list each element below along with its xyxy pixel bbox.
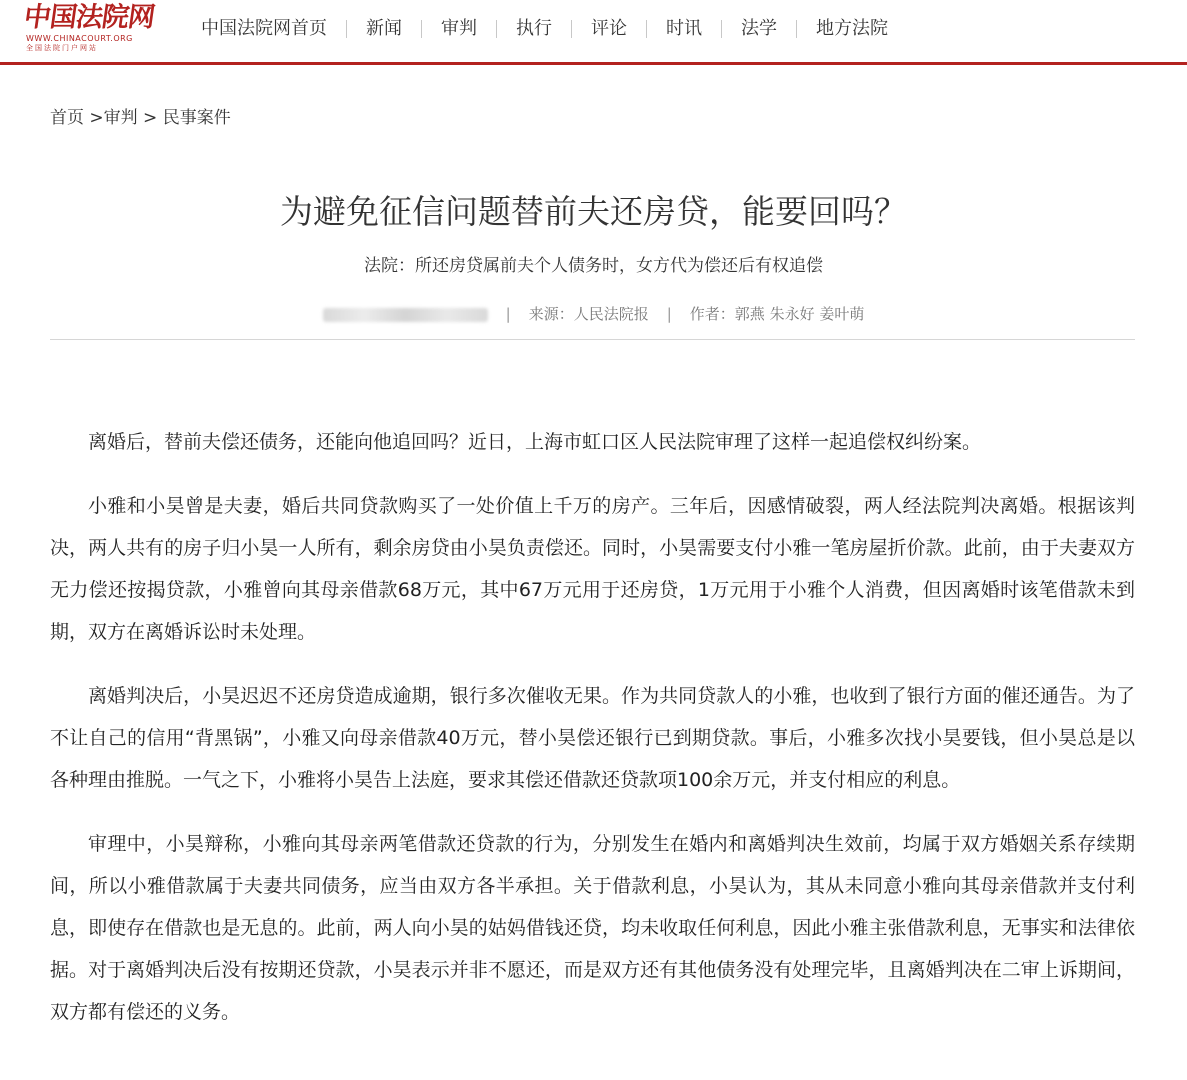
- nav-news[interactable]: 新闻: [366, 18, 402, 39]
- nav-trial[interactable]: 审判: [441, 18, 477, 39]
- logo-tagline: 全国法院门户网站: [26, 44, 98, 52]
- article-paragraph: 离婚后，替前夫偿还债务，还能向他追回吗？近日，上海市虹口区人民法院审理了这样一起追偿权纠纷案。: [88, 431, 982, 453]
- nav-bulletin[interactable]: 时讯: [666, 18, 702, 39]
- nav-home[interactable]: 中国法院网首页: [201, 18, 327, 39]
- main-nav: [182, 0, 907, 58]
- breadcrumb-separator: >: [84, 108, 104, 128]
- nav-commentary[interactable]: 评论: [591, 18, 627, 39]
- divider-line: [50, 339, 1135, 340]
- breadcrumb-separator: >: [137, 108, 163, 128]
- nav-local-courts[interactable]: 地方法院: [816, 18, 888, 39]
- article-title: 为避免征信问题替前夫还房贷，能要回吗？: [280, 192, 907, 231]
- meta-separator: |: [666, 305, 672, 323]
- blurred-date: [323, 308, 488, 322]
- nav-enforcement[interactable]: 执行: [516, 18, 552, 39]
- breadcrumb: [50, 103, 231, 128]
- breadcrumb-section[interactable]: 审判: [103, 108, 138, 128]
- logo-url: WWW.CHINACOURT.ORG: [26, 34, 133, 43]
- site-logo[interactable]: [21, 2, 157, 56]
- article-body: [50, 421, 1135, 1055]
- article-paragraph: 离婚判决后，小昊迟迟不还房贷造成逾期，银行多次催收无果。作为共同贷款人的小雅，也收到了银行方面的催还通告。为了不让自己的信用“背黑锅”，小雅又向母亲借款40万元，替小昊偿还银行已到期贷款。事后，小雅多次找小昊要钱，但小昊总是以各种理由推脱。一气之下，小雅将小昊告上法庭，要求其偿还借款还贷款项100余万元，并支付相应的利息。: [50, 685, 1135, 791]
- logo-text: 中国法院网: [21, 2, 157, 33]
- nav-jurisprudence[interactable]: 法学: [741, 18, 777, 39]
- article-meta: [0, 303, 1187, 324]
- article-subtitle: 法院：所还房贷属前夫个人债务时，女方代为偿还后有权追偿: [364, 256, 823, 276]
- article-paragraph: 小雅和小昊曾是夫妻，婚后共同贷款购买了一处价值上千万的房产。三年后，因感情破裂，两人经法院判决离婚。根据该判决，两人共有的房子归小昊一人所有，剩余房贷由小昊负责偿还。同时，小昊需要支付小雅一笔房屋折价款。此前，由于夫妻双方无力偿还按揭贷款，小雅曾向其母亲借款68万元，其中67万元用于还房贷，1万元用于小雅个人消费，但因离婚时该笔借款未到期，双方在离婚诉讼时未处理。: [50, 495, 1135, 643]
- site-header: [0, 0, 1187, 65]
- meta-separator: |: [505, 305, 511, 323]
- article-author: 作者：郭燕 朱永好 姜叶萌: [689, 305, 865, 323]
- breadcrumb-home[interactable]: 首页: [50, 108, 84, 128]
- article-source: 来源：人民法院报: [528, 305, 649, 323]
- article-paragraph: 审理中，小昊辩称，小雅向其母亲两笔借款还贷款的行为，分别发生在婚内和离婚判决生效前，均属于双方婚姻关系存续期间，所以小雅借款属于夫妻共同债务，应当由双方各半承担。关于借款利息，小昊认为，其从未同意小雅向其母亲借款并支付利息，即使存在借款也是无息的。此前，两人向小昊的姑妈借钱还贷，均未收取任何利息，因此小雅主张借款利息，无事实和法律依据。对于离婚判决后没有按期还贷款，小昊表示并非不愿还，而是双方还有其他债务没有处理完毕，且离婚判决在二审上诉期间，双方都有偿还的义务。: [50, 833, 1135, 1023]
- breadcrumb-category[interactable]: 民事案件: [162, 108, 231, 128]
